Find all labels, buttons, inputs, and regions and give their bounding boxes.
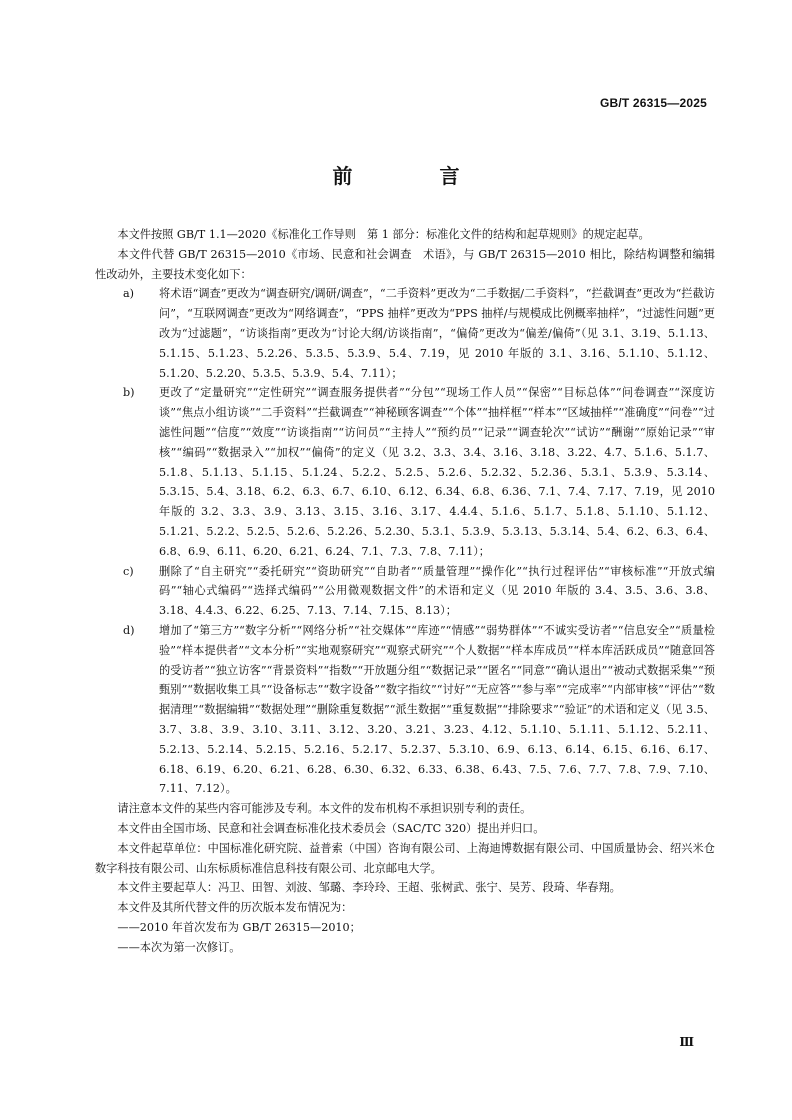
- change-item-marker: d): [123, 623, 135, 637]
- paragraph-drafting-units: 本文件起草单位：中国标准化研究院、益普索（中国）咨询有限公司、上海迪博数据有限公司、中国质量协会、绍兴米仓数字科技有限公司、山东标质标准信息科技有限公司、北京邮电大学。: [95, 841, 715, 875]
- history-item: ——2010 年首次发布为 GB/T 26315—2010；: [117, 920, 361, 934]
- paragraph-history-intro: 本文件及其所代替文件的历次版本发布情况为：: [117, 901, 353, 915]
- change-item-a: [95, 284, 715, 383]
- paragraph-patent-notice: 请注意本文件的某些内容可能涉及专利。本文件的发布机构不承担识别专利的责任。: [117, 802, 532, 816]
- change-item-marker: a): [123, 287, 135, 301]
- change-item-marker: b): [123, 386, 135, 400]
- standard-number: GB/T 26315—2025: [599, 96, 707, 110]
- page-title: 前 言: [332, 164, 500, 188]
- change-item-text: 增加了“第三方”“数字分析”“网络分析”“社交媒体”“库迹”“情感”“弱势群体”“不诚实受访者”“信息安全”“质量检验”“样本提供者”“文本分析”“实地观察研究”“观察式研究”“个人数据”“样本库成员”“样本库活跃成员”“随意回答的受访者”“独立访客”“背景资料”“指数”“开放题分组”“数据记录”“匿名”“同意”“确认退出”“被动式数据采集”“预甄别”“数据收集工具”“设备标志”“数字设备”“数字指纹”“讨好”“无应答”“参与率”“完成率”“内部审核”“评估”“数据清理”“数据编辑”“数据处理”“删除重复数据”“派生数据”“重复数据”“排除要求”“验证”的术语和定义（见 3.5、3.7、3.8、3.9、3.10、3.11、3.12、3.20、3.21、3.23、4.12、5.1.10、5.1.11、5.1.12、5.2.11、5.2.13、5.2.14、5.2.15、5.2.16、5.2.17、5.2.37、5.3.10、6.9、6.13、6.14、6.15、6.16、6.17、6.18、6.19、6.20、6.21、6.28、6.30、6.32、6.33、6.38、6.43、7.5、7.6、7.7、7.8、7.9、7.10、7.11、7.12）。: [159, 623, 715, 796]
- paragraph-committee: 本文件由全国市场、民意和社会调查标准化技术委员会（SAC/TC 320）提出并归口。: [117, 821, 545, 835]
- foreword-body: [95, 225, 715, 957]
- paragraph-drafters: 本文件主要起草人：冯卫、田智、刘波、邹璐、李玲玲、王超、张树武、张宁、吴芳、段琦、华春翔。: [117, 881, 621, 895]
- change-item-d: [95, 621, 715, 799]
- paragraph-replacement: 本文件代替 GB/T 26315—2010《市场、民意和社会调查 术语》，与 GB/T 26315—2010 相比，除结构调整和编辑性改动外，主要技术变化如下：: [95, 247, 715, 281]
- page-number: Ⅲ: [679, 1035, 694, 1049]
- change-item-text: 更改了“定量研究”“定性研究”“调查服务提供者”“分包”“现场工作人员”“保密”“目标总体”“问卷调查”“深度访谈”“焦点小组访谈”“二手资料”“拦截调查”“神秘顾客调查”“个体”“抽样框”“样本”“区域抽样”“准确度”“问卷”“过滤性问题”“信度”“效度”“访谈指南”“访问员”“主持人”“预约员”“记录”“调查轮次”“试访”“酬谢”“原始记录”“审核”“编码”“数据录入”“加权”“偏倚”的定义（见 3.2、3.3、3.4、3.16、3.18、3.22、4.7、5.1.6、5.1.7、5.1.8、5.1.13、5.1.15、5.1.24、5.2.2、5.2.5、5.2.6、5.2.32、5.2.36、5.3.1、5.3.9、5.3.14、5.3.15、5.4、3.18、6.2、6.3、6.7、6.10、6.12、6.34、6.8、6.36、7.1、7.4、7.17、7.19，见 2010 年版的 3.2、3.3、3.9、3.13、3.15、3.16、3.17、4.4.4、5.1.6、5.1.7、5.1.8、5.1.10、5.1.12、5.1.21、5.2.2、5.2.5、5.2.6、5.2.26、5.2.30、5.3.1、5.3.9、5.3.13、5.3.14、5.4、6.2、6.3、6.4、6.8、6.9、6.11、6.20、6.21、6.24、7.1、7.3、7.8、7.11）；: [159, 386, 715, 558]
- change-item-text: 删除了“自主研究”“委托研究”“资助研究”“自助者”“质量管理”“操作化”“执行过程评估”“审核标准”“开放式编码”“轴心式编码”“选择式编码”“公用微观数据文件”的术语和定义（见 2010 年版的 3.4、3.5、3.6、3.8、3.18、4.4.3、6.22、6.25、7.13、7.14、7.15、8.13）；: [159, 564, 715, 618]
- change-item-marker: c): [123, 564, 134, 578]
- history-item: ——本次为第一次修订。: [117, 940, 241, 954]
- paragraph-drafting-rules: 本文件按照 GB/T 1.1—2020《标准化工作导则 第 1 部分：标准化文件的结构和起草规则》的规定起草。: [117, 228, 650, 241]
- change-item-text: 将术语“调查”更改为“调查研究/调研/调查”，“二手资料”更改为“二手数据/二手资料”，“拦截调查”更改为“拦截访问”，“互联网调查”更改为“网络调查”，“PPS 抽样”更改为“PPS 抽样/与规模成比例概率抽样”，“过滤性问题”更改为“过滤题”，“访谈指南”更改为“讨论大纲/访谈指南”，“偏倚”更改为“偏差/偏倚”（见 3.1、3.19、5.1.13、5.1.15、5.1.23、5.2.26、5.3.5、5.3.9、5.4、7.19，见 2010 年版的 3.1、3.16、5.1.10、5.1.12、5.1.20、5.2.20、5.3.5、5.3.9、5.4、7.11）；: [159, 287, 715, 380]
- change-item-c: [95, 562, 715, 621]
- change-item-b: [95, 383, 715, 561]
